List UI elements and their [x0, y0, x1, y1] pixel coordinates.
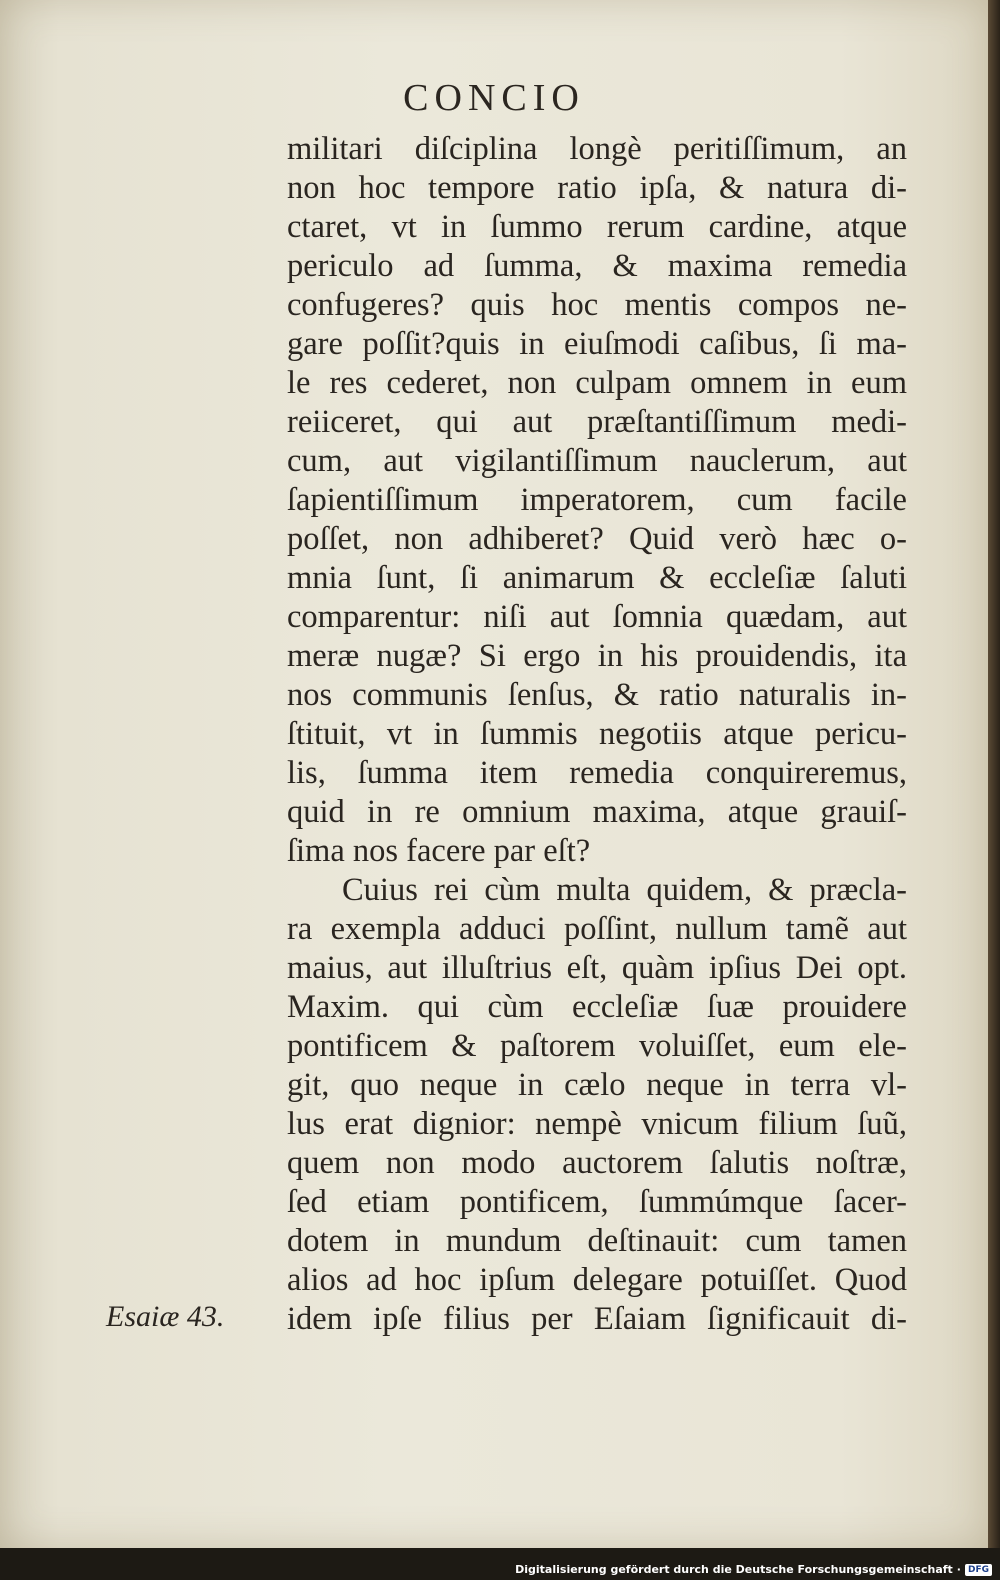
- digitization-credit: Digitalisierung gefördert durch die Deutsche Forschungsgemeinschaft · DFG: [515, 1563, 992, 1576]
- running-head: CONCIO: [403, 77, 585, 119]
- page-edge: [988, 0, 1000, 1548]
- text-line: mnia ſunt, ſi animarum & eccleſiæ ſaluti: [287, 560, 907, 596]
- text-line: militari diſciplina longè peritiſſimum, an: [287, 131, 907, 167]
- text-line: quid in re omnium maxima, atque grauiſ-: [287, 794, 907, 830]
- paragraph-start-line: Cuius rei cùm multa quidem, & præcla-: [342, 872, 907, 908]
- body-text: [287, 130, 907, 1339]
- text-line: nos communis ſenſus, & ratio naturalis in-: [287, 677, 907, 713]
- text-line: ctaret, vt in ſummo rerum cardine, atque: [287, 209, 907, 245]
- text-line: lis, ſumma item remedia conquireremus,: [287, 755, 907, 791]
- text-line: ſed etiam pontificem, ſummúmque ſacer-: [287, 1184, 907, 1220]
- text-line: alios ad hoc ipſum delegare potuiſſet. Quod: [287, 1262, 907, 1298]
- text-line: Maxim. qui cùm eccleſiæ ſuæ prouidere: [287, 989, 907, 1025]
- text-line: ra exempla adduci poſſint, nullum tamẽ aut: [287, 911, 907, 947]
- text-line: idem ipſe filius per Eſaiam ſignificauit di-: [287, 1301, 907, 1337]
- text-line: confugeres? quis hoc mentis compos ne-: [287, 287, 907, 323]
- text-line: quem non modo auctorem ſalutis noſtræ,: [287, 1145, 907, 1181]
- text-line: cum, aut vigilantiſſimum nauclerum, aut: [287, 443, 907, 479]
- text-line: ſapientiſſimum imperatorem, cum facile: [287, 482, 907, 518]
- text-line: periculo ad ſumma, & maxima remedia: [287, 248, 907, 284]
- text-line: pontificem & paſtorem voluiſſet, eum ele-: [287, 1028, 907, 1064]
- text-line: dotem in mundum deſtinauit: cum tamen: [287, 1223, 907, 1259]
- text-line: gare poſſit?quis in eiuſmodi caſibus, ſi ma-: [287, 326, 907, 362]
- text-line: comparentur: niſi aut ſomnia quædam, aut: [287, 599, 907, 635]
- text-line: git, quo neque in cælo neque in terra vl-: [287, 1067, 907, 1103]
- dfg-logo: DFG: [965, 1564, 992, 1576]
- text-line: ſtituit, vt in ſummis negotiis atque pericu-: [287, 716, 907, 752]
- text-line: le res cederet, non culpam omnem in eum: [287, 365, 907, 401]
- text-line: poſſet, non adhiberet? Quid verò hæc o-: [287, 521, 907, 557]
- text-line: reiiceret, qui aut præſtantiſſimum medi-: [287, 404, 907, 440]
- text-line: ſima nos facere par eſt?: [287, 833, 591, 869]
- credit-text: Digitalisierung gefördert durch die Deutsche Forschungsgemeinschaft: [515, 1563, 953, 1576]
- text-line: lus erat dignior: nempè vnicum filium ſuũ,: [287, 1106, 907, 1142]
- text-line: maius, aut illuſtrius eſt, quàm ipſius Dei opt.: [287, 950, 907, 986]
- text-line: non hoc tempore ratio ipſa, & natura di-: [287, 170, 907, 206]
- marginal-note: Esaiæ 43.: [106, 1300, 225, 1333]
- text-line: meræ nugæ? Si ergo in his prouidendis, ita: [287, 638, 907, 674]
